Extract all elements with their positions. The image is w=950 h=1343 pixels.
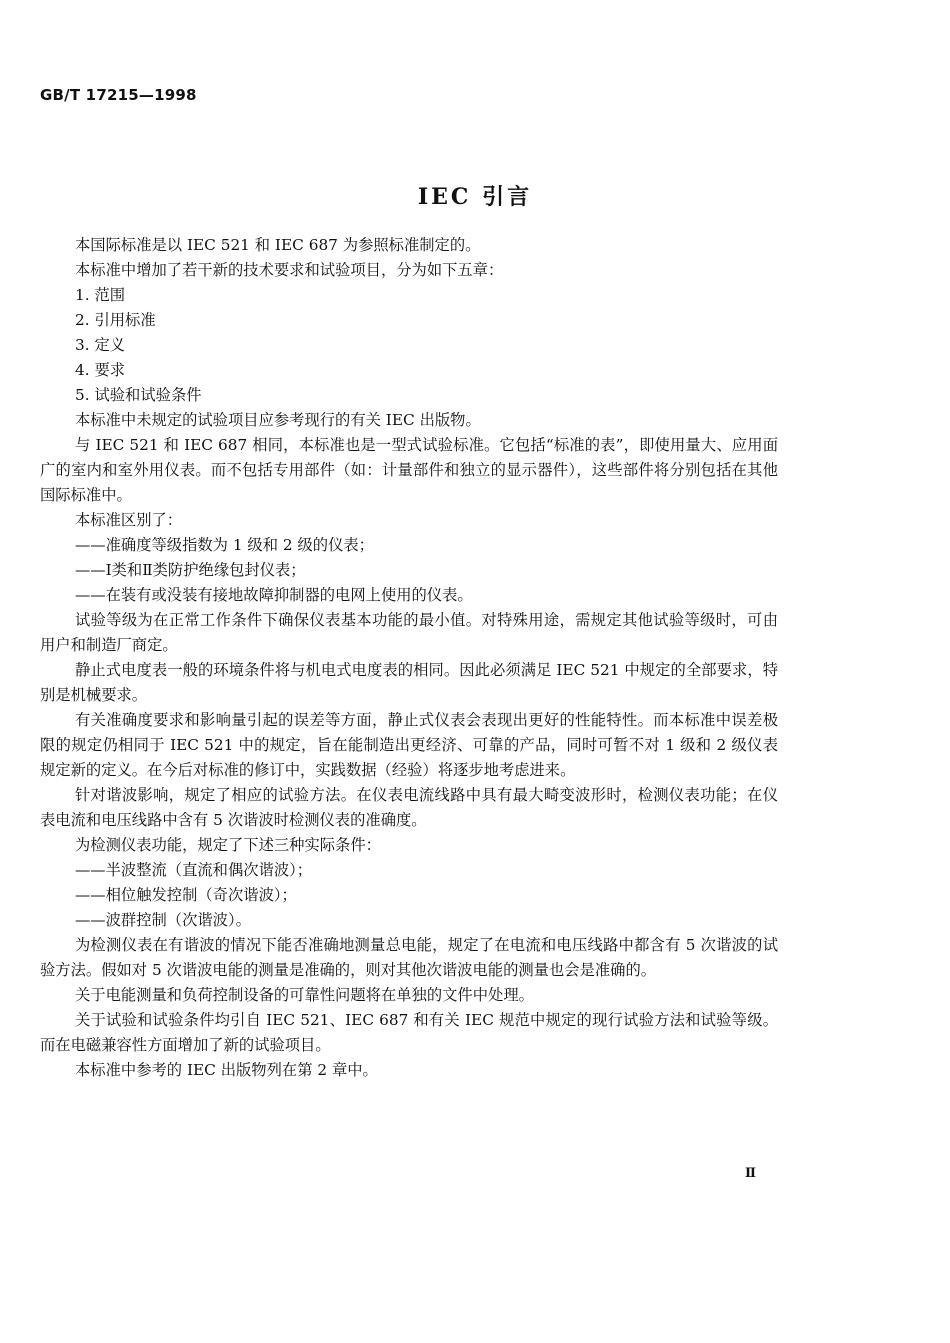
dash-item: ——半波整流（直流和偶次谐波）；	[75, 861, 313, 879]
paragraph: 关于试验和试验条件均引自 IEC 521、IEC 687 和有关 IEC 规范中规定的现行试验方法和试验等级。而在电磁兼容性方面增加了新的试验项目。	[40, 1011, 778, 1054]
paragraph: 本国际标准是以 IEC 521 和 IEC 687 为参照标准制定的。	[75, 236, 481, 254]
list-item: 5. 试验和试验条件	[75, 386, 202, 404]
paragraph: 关于电能测量和负荷控制设备的可靠性问题将在单独的文件中处理。	[75, 986, 534, 1004]
list-item: 3. 定义	[75, 336, 126, 354]
dash-item: ——在装有或没装有接地故障抑制器的电网上使用的仪表。	[75, 586, 473, 604]
paragraph: 与 IEC 521 和 IEC 687 相同，本标准也是一型式试验标准。它包括“标准的表”，即使用量大、应用面广的室内和室外用仪表。而不包括专用部件（如：计量部件和独立的显示器件），这些部件将分别包括在其他国际标准中。	[40, 436, 778, 504]
dash-item: ——Ⅰ类和Ⅱ类防护绝缘包封仪表；	[75, 561, 306, 579]
paragraph: 试验等级为在正常工作条件下确保仪表基本功能的最小值。对特殊用途，需规定其他试验等级时，可由用户和制造厂商定。	[40, 611, 778, 654]
paragraph: 为检测仪表在有谐波的情况下能否准确地测量总电能，规定了在电流和电压线路中都含有 5 次谐波的试验方法。假如对 5 次谐波电能的测量是准确的，则对其他次谐波电能的测量也会是准确的。	[40, 936, 778, 979]
paragraph: 本标准区别了：	[75, 511, 183, 529]
list-item: 4. 要求	[75, 361, 126, 379]
page-number: Ⅱ	[745, 1166, 756, 1181]
list-item: 1. 范围	[75, 286, 126, 304]
document-body	[40, 233, 778, 1083]
paragraph: 本标准中增加了若干新的技术要求和试验项目，分为如下五章：	[75, 261, 504, 279]
paragraph: 针对谐波影响，规定了相应的试验方法。在仪表电流线路中具有最大畸变波形时，检测仪表功能；在仪表电流和电压线路中含有 5 次谐波时检测仪表的准确度。	[40, 786, 778, 829]
paragraph: 有关准确度要求和影响量引起的误差等方面，静止式仪表会表现出更好的性能特性。而本标准中误差极限的规定仍相同于 IEC 521 中的规定，旨在能制造出更经济、可靠的产品，同时可暂不对 1 级和 2 级仪表规定新的定义。在今后对标准的修订中，实践数据（经验）将逐步地考虑进来。	[40, 711, 778, 779]
page-title: IEC 引言	[417, 184, 533, 210]
paragraph: 静止式电度表一般的环境条件将与机电式电度表的相同。因此必须满足 IEC 521 中规定的全部要求，特别是机械要求。	[40, 661, 778, 704]
dash-item: ——波群控制（次谐波）。	[75, 911, 251, 929]
paragraph: 本标准中参考的 IEC 出版物列在第 2 章中。	[75, 1061, 378, 1079]
standard-number: GB/T 17215—1998	[40, 86, 197, 104]
dash-item: ——准确度等级指数为 1 级和 2 级的仪表；	[75, 536, 374, 554]
dash-item: ——相位触发控制（奇次谐波）；	[75, 886, 297, 904]
list-item: 2. 引用标准	[75, 311, 156, 329]
paragraph: 为检测仪表功能，规定了下述三种实际条件：	[75, 836, 381, 854]
paragraph: 本标准中未规定的试验项目应参考现行的有关 IEC 出版物。	[75, 411, 481, 429]
